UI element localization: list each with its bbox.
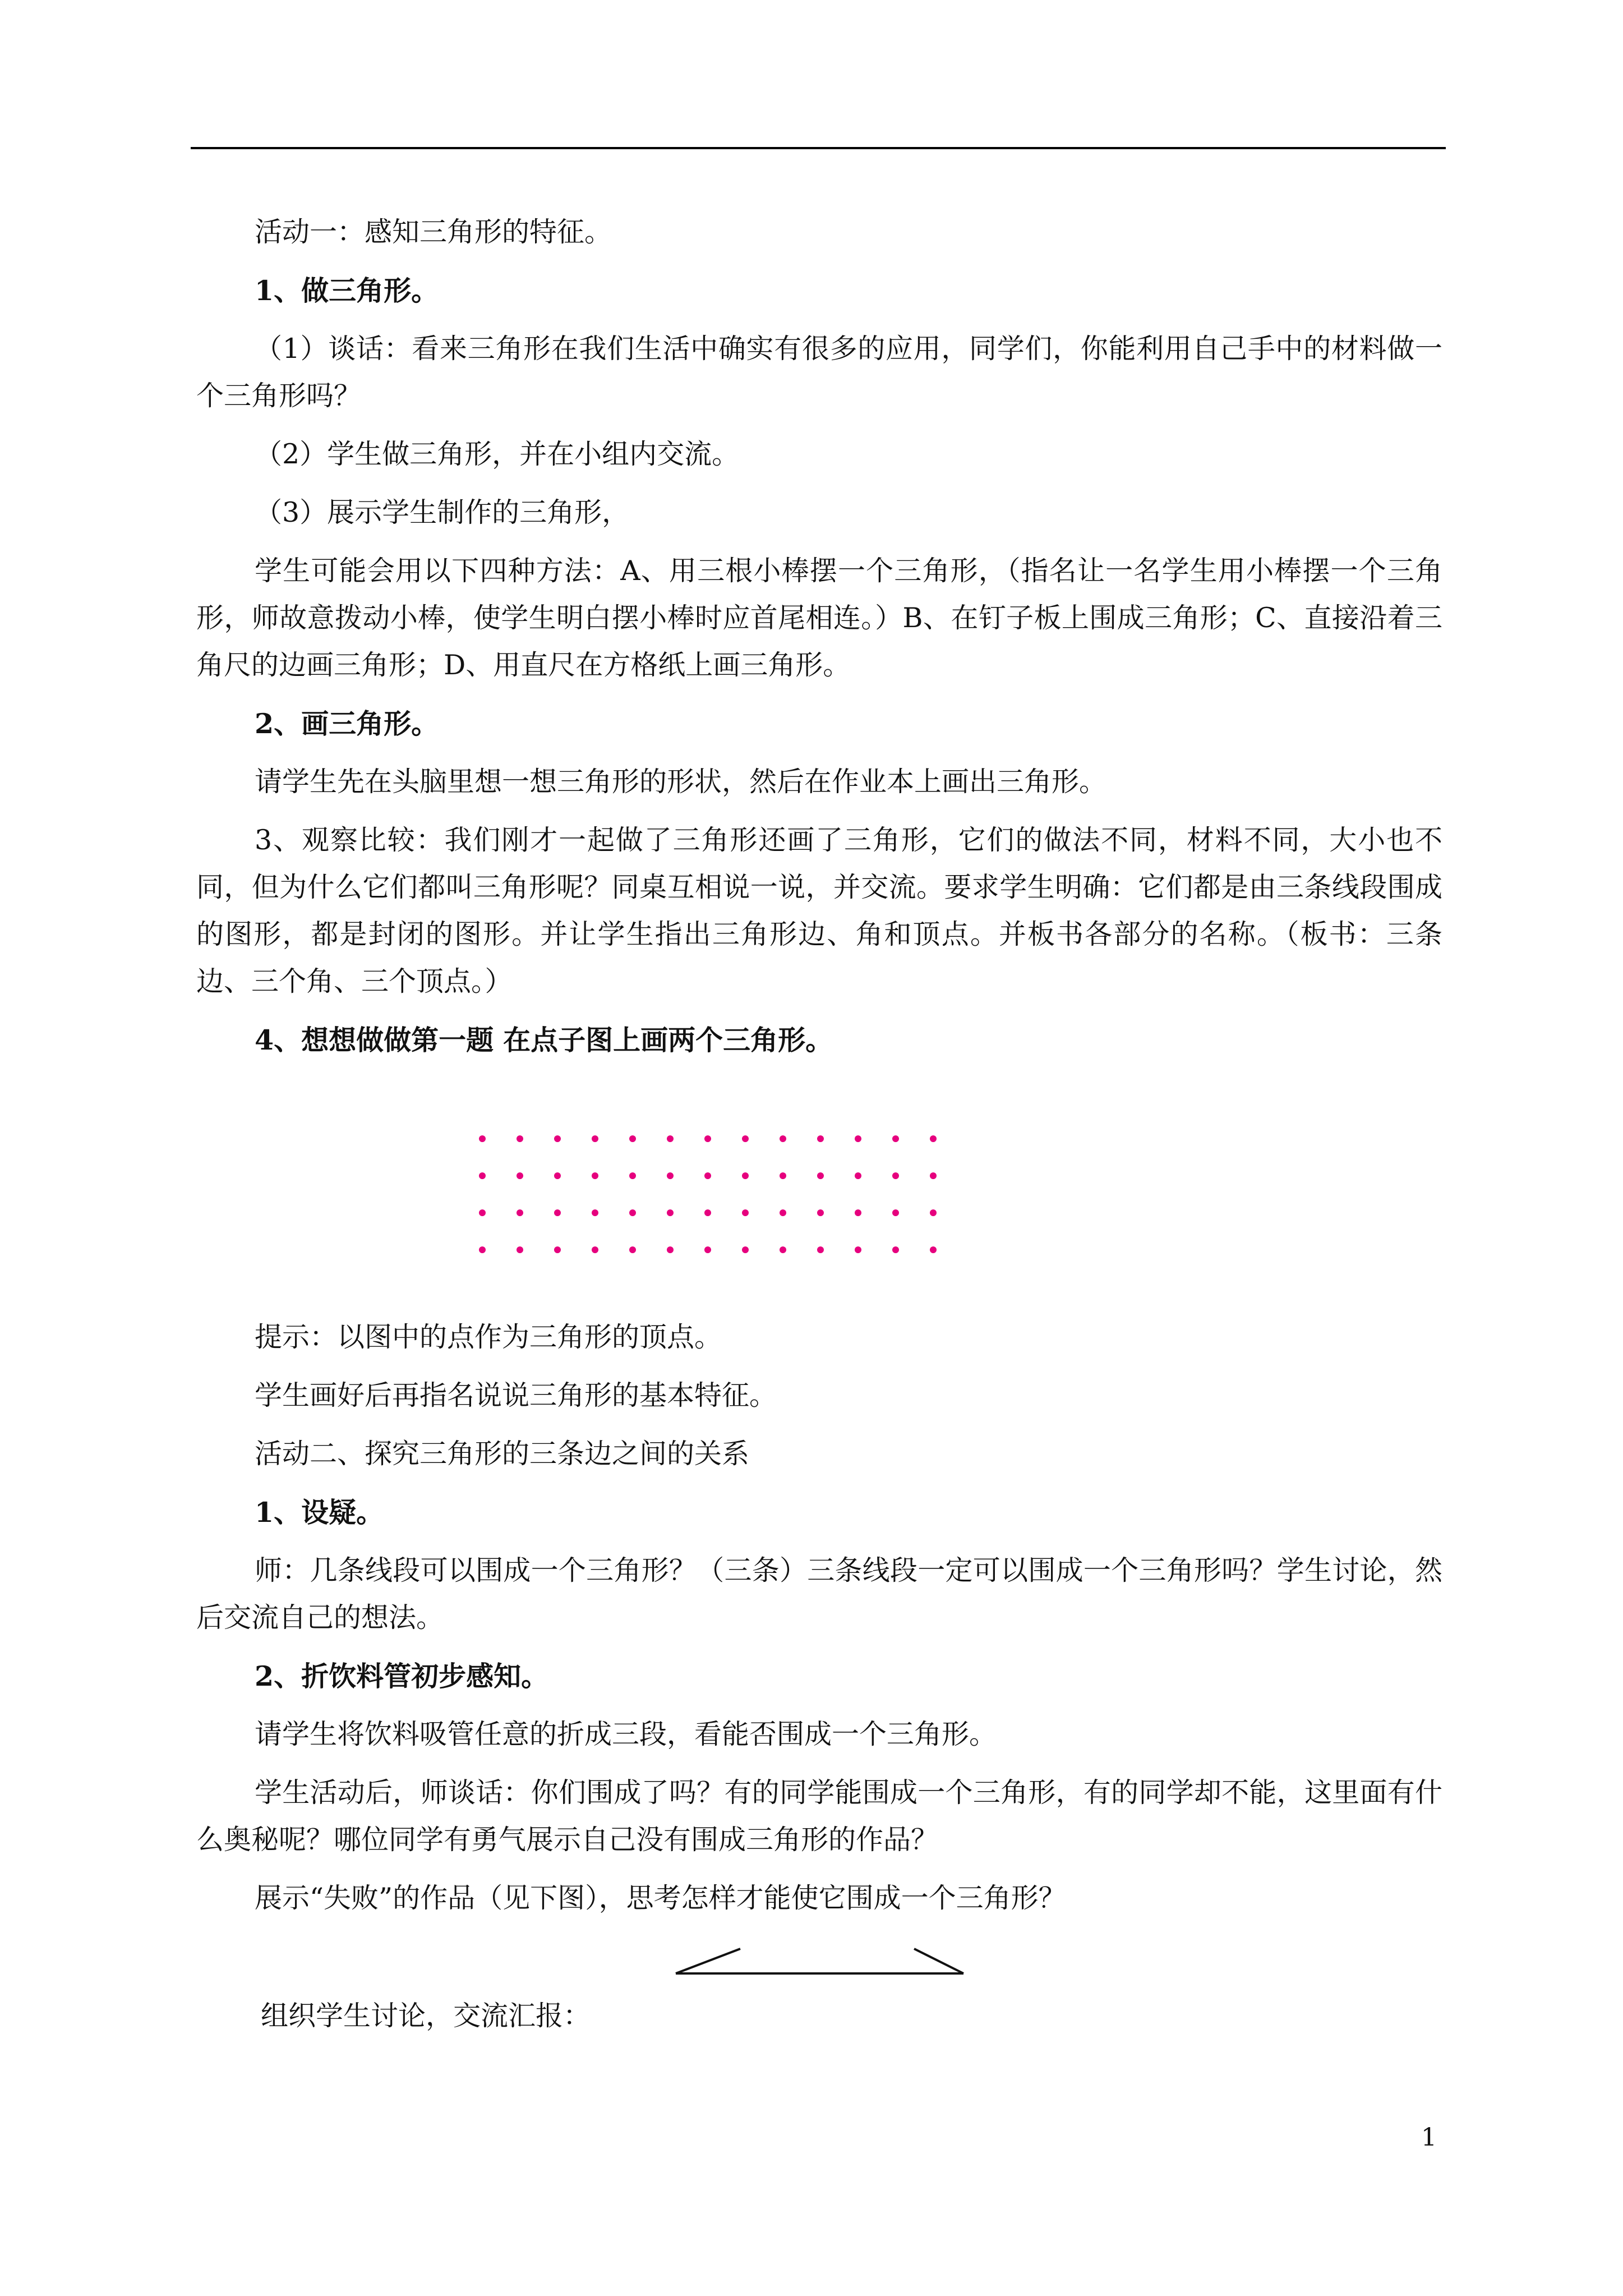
grid-dot: [742, 1209, 749, 1216]
section-heading: 1、做三角形。: [255, 274, 439, 307]
grid-dot: [554, 1209, 561, 1216]
grid-dot: [667, 1172, 674, 1179]
body-paragraph: 学生画好后再指名说说三角形的基本特征。: [255, 1379, 777, 1411]
grid-dot: [667, 1246, 674, 1253]
grid-dot: [704, 1172, 711, 1179]
grid-dot: [892, 1246, 899, 1253]
grid-dot: [930, 1172, 937, 1179]
straw-left-segment: [676, 1949, 740, 1973]
grid-dot: [592, 1172, 598, 1179]
body-paragraph: （3）展示学生制作的三角形，: [255, 496, 630, 528]
grid-dot: [517, 1246, 523, 1253]
grid-dot: [817, 1135, 824, 1142]
document-body: [196, 209, 1442, 2051]
closing-paragraph: 组织学生讨论，交流汇报：: [261, 2000, 591, 2032]
section-activity-one: [196, 209, 1442, 1064]
body-paragraph: 学生可能会用以下四种方法：A、用三根小棒摆一个三角形，（指名让一名学生用小棒摆一个三角形，师故意拨动小棒，使学生明白摆小棒时应首尾相连。）B、在钉子板上围成三角形；C、直接沿着三角尺的边画三角形；D、用直尺在方格纸上画三角形。: [196, 555, 1442, 681]
grid-dot: [892, 1209, 899, 1216]
grid-dot: [554, 1172, 561, 1179]
grid-dot: [892, 1135, 899, 1142]
grid-dot: [517, 1172, 523, 1179]
bent-straw-figure: [196, 1942, 1442, 1981]
grid-dot: [742, 1172, 749, 1179]
body-paragraph: 3、观察比较：我们刚才一起做了三角形还画了三角形，它们的做法不同，材料不同，大小也不同，但为什么它们都叫三角形呢？同桌互相说一说，并交流。要求学生明确：它们都是由三条线段围成的图形，都是封闭的图形。并让学生指出三角形边、角和顶点。并板书各部分的名称。（板书：三条边、三个角、三个顶点。）: [196, 824, 1442, 997]
grid-dot: [780, 1209, 786, 1216]
grid-dot: [855, 1246, 861, 1253]
section-activity-two: [196, 1314, 1442, 1922]
grid-dot: [629, 1135, 636, 1142]
grid-dot: [704, 1209, 711, 1216]
grid-dot: [892, 1172, 899, 1179]
grid-dot: [817, 1172, 824, 1179]
grid-dot: [479, 1135, 486, 1142]
grid-dot: [780, 1172, 786, 1179]
grid-dot: [930, 1209, 937, 1216]
straw-right-segment: [914, 1949, 963, 1973]
grid-dot: [629, 1172, 636, 1179]
grid-dot: [855, 1135, 861, 1142]
dot-grid-figure: [196, 1117, 1442, 1274]
grid-dot: [780, 1246, 786, 1253]
grid-dot: [629, 1209, 636, 1216]
grid-dot: [855, 1209, 861, 1216]
grid-dot: [629, 1246, 636, 1253]
body-paragraph: 展示“失败”的作品（见下图），思考怎样才能使它围成一个三角形？: [255, 1882, 1066, 1914]
grid-dot: [704, 1135, 711, 1142]
grid-dot: [554, 1246, 561, 1253]
grid-dot: [592, 1246, 598, 1253]
grid-dot: [517, 1135, 523, 1142]
grid-dot: [704, 1246, 711, 1253]
grid-dot: [817, 1209, 824, 1216]
body-paragraph: 请学生将饮料吸管任意的折成三段，看能否围成一个三角形。: [255, 1718, 997, 1750]
body-paragraph: 活动一：感知三角形的特征。: [255, 216, 612, 248]
grid-dot: [517, 1209, 523, 1216]
grid-dot: [855, 1172, 861, 1179]
body-paragraph: （2）学生做三角形，并在小组内交流。: [255, 438, 740, 470]
grid-dot: [592, 1209, 598, 1216]
header-rule: [191, 147, 1446, 149]
body-paragraph: 活动二、探究三角形的三条边之间的关系: [255, 1438, 750, 1470]
grid-dot: [554, 1135, 561, 1142]
grid-dot: [742, 1246, 749, 1253]
grid-dot: [930, 1135, 937, 1142]
section-heading: 4、想想做做第一题 在点子图上画两个三角形。: [255, 1024, 833, 1056]
grid-dot: [592, 1135, 598, 1142]
section-heading: 2、折饮料管初步感知。: [255, 1660, 549, 1692]
grid-dot: [742, 1135, 749, 1142]
grid-dot: [479, 1172, 486, 1179]
grid-dot: [930, 1246, 937, 1253]
section-heading: 2、画三角形。: [255, 707, 439, 740]
grid-dot: [817, 1246, 824, 1253]
section-heading: 1、设疑。: [255, 1496, 384, 1529]
body-paragraph: 请学生先在头脑里想一想三角形的形状，然后在作业本上画出三角形。: [255, 766, 1107, 798]
body-paragraph: （1）谈话：看来三角形在我们生活中确实有很多的应用，同学们，你能利用自己手中的材料做一个三角形吗？: [196, 333, 1442, 412]
body-paragraph: 师：几条线段可以围成一个三角形？（三条）三条线段一定可以围成一个三角形吗？学生讨论，然后交流自己的想法。: [196, 1554, 1442, 1634]
grid-dot: [667, 1135, 674, 1142]
page-number: 1: [1421, 2123, 1437, 2152]
body-paragraph: 提示：以图中的点作为三角形的顶点。: [255, 1321, 722, 1353]
grid-dot: [780, 1135, 786, 1142]
body-paragraph: 学生活动后，师谈话：你们围成了吗？有的同学能围成一个三角形，有的同学却不能，这里面有什么奥秘呢？哪位同学有勇气展示自己没有围成三角形的作品？: [196, 1777, 1442, 1856]
grid-dot: [479, 1246, 486, 1253]
grid-dot: [479, 1209, 486, 1216]
grid-dot: [667, 1209, 674, 1216]
